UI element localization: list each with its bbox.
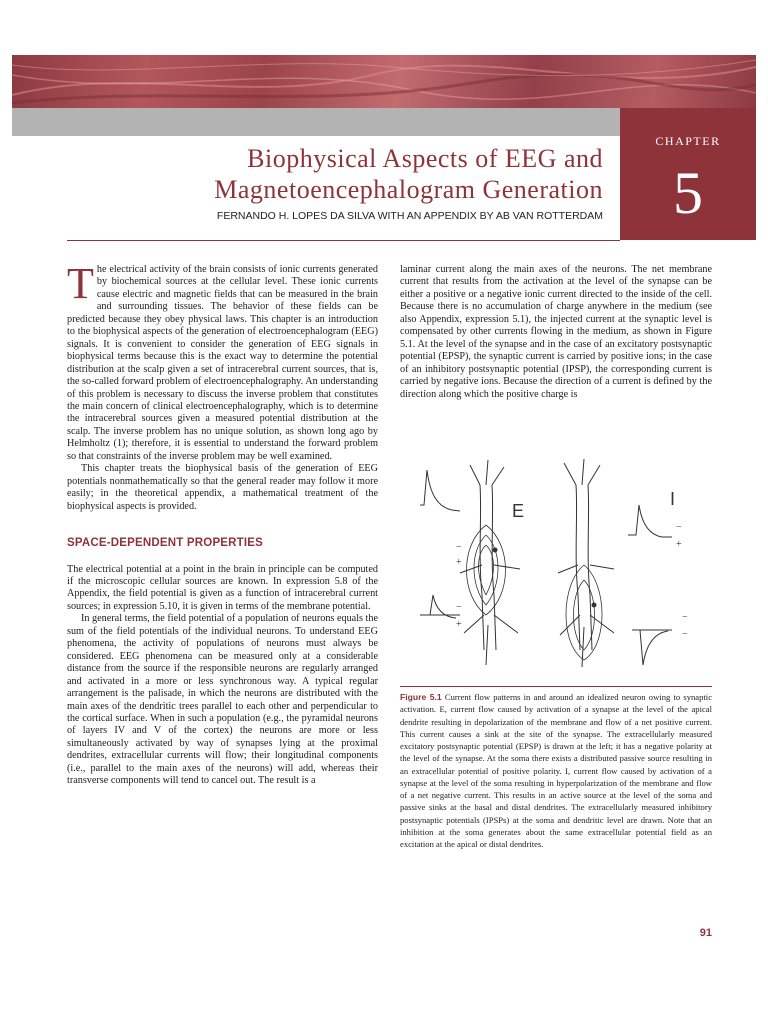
intro-text: he electrical activity of the brain consists of ionic currents generated by biochemical sources at the cellular level. These ionic currents cause electric and magnetic fields that can be measured in the brain and surrounding tissues. The behavior of these fields can be predicted because they obey physical laws. This chapter is an introduction to the biophysical aspects of the generation of electroencephalogram (EEG) signals. It is convenient to consider the generation of EEG signals in biophysical terms because this is the exact way to determine the potential distribution at the scalp given a set of intracerebral current sources, that is, the so-called forward problem of electroencephalography. An understanding of this problem is necessary to discuss the inverse problem that constitutes the main concern of clinical electroencephalography, which is to determine the intracerebral sources given a measured potential distribution at the scalp. The inverse problem has no unique solution, as shown long ago by Helmholtz (1); therefore, it is essential to understand the forward problem so that constraints of the inverse problem may be well examined.	[67, 264, 378, 462]
paragraph-3: The electrical potential at a point in the brain in principle can be computed if the microscopic cellular sources are known. In expression 5.8 of the Appendix, the field potential is given as a function of intracerebral current sources; in expression 5.10, it is given in terms of the membrane potential.	[67, 563, 378, 612]
sign-plus-1: +	[456, 557, 462, 568]
chapter-box	[620, 108, 756, 240]
neuron-inhibitory	[558, 459, 614, 667]
authors: FERNANDO H. LOPES DA SILVA WITH AN APPENDIX BY AB VAN ROTTERDAM	[216, 210, 603, 222]
figure-5-1	[400, 455, 712, 680]
banner-texture	[12, 55, 756, 108]
header-grey-band	[12, 108, 620, 136]
figure-caption	[400, 691, 712, 850]
neuron-current-diagram	[400, 455, 712, 680]
title-rule	[67, 240, 620, 241]
paragraph-4: In general terms, the field potential of a population of neurons equals the sum of the field potentials of the individual neurons. To understand EEG phenomena, the activity of populations of neurons must always be considered. EEG phenomena can be measured only at a considerable distance from the source if the responsible neurons are regularly arranged and activated in a more or less synchronous way. A typical regular arrangement is the palisade, in which the neurons are distributed with the main axes of the dendritic trees parallel to each other and perpendicular to the cortical surface. When in such a population (e.g., the pyramidal neurons of layers IV and V of the cortex) the neurons are more or less simultaneously activated by way of synapses lying at the proximal dendrites, extracellular currents will flow; their longitudinal components (i.e., parallel to the main axes of the neurons) will add, whereas their transverse components will tend to cancel out. The result is a	[67, 613, 378, 787]
figure-caption-label: Figure 5.1	[400, 692, 442, 702]
chapter-number: 5	[673, 160, 703, 226]
drop-cap: T	[67, 259, 94, 308]
sign-minus-1: −	[456, 542, 462, 553]
page-number: 91	[699, 927, 712, 939]
figure-rule	[400, 686, 712, 687]
label-e: E	[512, 501, 525, 521]
sign-minus-2: −	[456, 602, 462, 613]
ipsp-trace-dendrite	[628, 505, 672, 537]
right-paragraph: laminar current along the main axes of the neurons. The net membrane current that results from the activation at the level of the synapse can be either a positive or a negative ionic current directed to the inside of the cell. Because there is no accumulation of charge anywhere in the medium (see also Appendix, expression 5.1), the injected current at the synaptic level is compensated by other currents flowing in the medium, as shown in Figure 5.1. At the level of the synapse and in the case of an excitatory postsynaptic potential (EPSP), the synaptic current is carried by positive ions; in the case of an inhibitory postsynaptic potential (IPSP), the corresponding current is carried by negative ions. Because the direction of a current is defined by the direction along which the positive charge is	[400, 264, 712, 400]
neuron-excitatory	[460, 460, 520, 665]
paragraph-2: This chapter treats the biophysical basis of the generation of EEG potentials nonmathematically so that the general reader may follow it more easily; in the theoretical appendix, a mathematical treatment of the biophysical aspects is provided.	[67, 463, 378, 512]
sign-minus-4: −	[682, 612, 688, 623]
sign-plus-3: +	[676, 539, 682, 550]
right-column	[400, 264, 712, 401]
sign-minus-3: −	[676, 522, 682, 533]
label-i: I	[670, 489, 676, 509]
left-column	[67, 259, 378, 788]
chapter-title-line-1: Biophysical Aspects of EEG and	[247, 144, 603, 173]
epsp-trace-dendrite	[420, 470, 460, 511]
header-banner	[12, 55, 756, 108]
sign-plus-2: +	[456, 619, 462, 630]
chapter-label: CHAPTER	[655, 134, 721, 148]
epsp-trace-soma	[420, 595, 460, 618]
sign-minus-5: −	[682, 629, 688, 640]
chapter-title-line-2: Magnetoencephalogram Generation	[214, 175, 603, 204]
figure-caption-text: Current flow patterns in and around an idealized neuron owing to synaptic activation. E, current flow caused by activation of a synapse at the level of the apical dendrite resulting in depolarization of the membrane and flow of a net positive current. This current causes a sink at the site of the synapse. The extracellularly measured excitatory postsynaptic potential (EPSP) is drawn at the left; it has a negative polarity at the level of the synapse. At the soma there exists a distributed passive source resulting in an extracellular potential of positive polarity. I, current flow caused by activation of a synapse at the level of the soma resulting in hyperpolarization of the membrane and flow of a net negative current. This results in an active source at the level of the soma and passive sinks at the basal and distal dendrites. The extracellularly measured inhibitory postsynaptic potentials (IPSPs) at the soma and dendritic level are drawn. Note that an inhibition at the soma generates about the same extracellular potential field as an excitation at the apical or distal dendrites.	[400, 692, 713, 849]
section-heading: SPACE-DEPENDENT PROPERTIES	[67, 537, 264, 550]
ipsp-trace-soma	[632, 630, 672, 665]
intro-paragraph	[67, 259, 378, 463]
